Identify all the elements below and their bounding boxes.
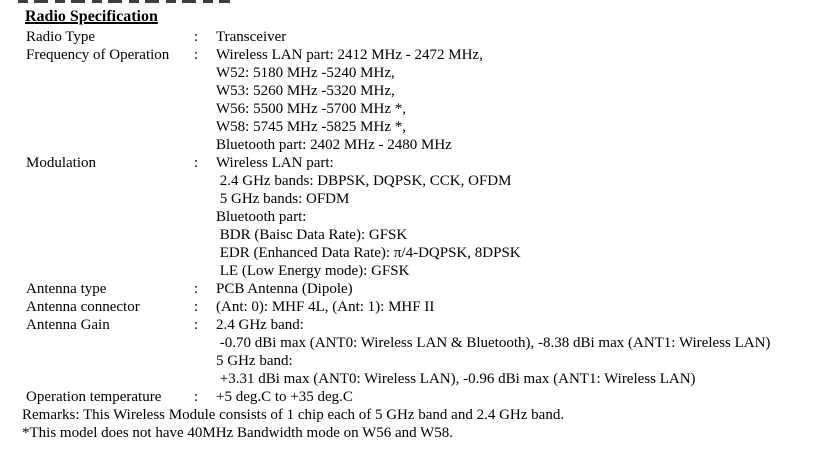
- colon-separator: :: [194, 47, 199, 63]
- spec-value-line: -0.70 dBi max (ANT0: Wireless LAN & Bluetooth), -8.38 dBi max (ANT1: Wireless LAN): [216, 335, 771, 351]
- spec-table: [22, 28, 822, 406]
- spec-value-line: LE (Low Energy mode): GFSK: [216, 263, 410, 279]
- spec-value: [216, 280, 822, 298]
- spec-row-antenna-gain: [22, 316, 822, 388]
- spec-value: [216, 316, 822, 388]
- spec-row-modulation: [22, 154, 822, 280]
- asterisk-footnote-line: *This model does not have 40MHz Bandwidth mode on W56 and W58.: [22, 425, 454, 441]
- spec-value-line: Bluetooth part:: [216, 209, 307, 225]
- remarks-line: Remarks: This Wireless Module consists of 1 chip each of 5 GHz band and 2.4 GHz band.: [22, 407, 565, 423]
- spec-value-line: 5 GHz bands: OFDM: [216, 191, 350, 207]
- spec-value-line: Wireless LAN part: 2412 MHz - 2472 MHz,: [216, 47, 483, 63]
- spec-value-line: W53: 5260 MHz -5320 MHz,: [216, 83, 395, 99]
- spec-value-line: BDR (Baisc Data Rate): GFSK: [216, 227, 408, 243]
- spec-value-line: 2.4 GHz band:: [216, 317, 304, 333]
- cutoff-text-artifact: [18, 0, 230, 3]
- spec-value: [216, 154, 822, 280]
- colon-separator: :: [194, 299, 199, 315]
- colon-separator: :: [194, 155, 199, 171]
- spec-row-antenna-connector: [22, 298, 822, 316]
- spec-label: Frequency of Operation: [26, 47, 170, 63]
- colon-separator: :: [194, 389, 199, 405]
- spec-row-operation-temperature: [22, 388, 822, 406]
- spec-label: Modulation: [26, 155, 96, 171]
- spec-row-antenna-type: [22, 280, 822, 298]
- spec-value: [216, 298, 822, 316]
- colon-separator: :: [194, 281, 199, 297]
- spec-value-line: EDR (Enhanced Data Rate): π/4-DQPSK, 8DPSK: [216, 245, 521, 261]
- spec-value-line: (Ant: 0): MHF 4L, (Ant: 1): MHF II: [216, 299, 435, 315]
- spec-value-line: +3.31 dBi max (ANT0: Wireless LAN), -0.96 dBi max (ANT1: Wireless LAN): [216, 371, 696, 387]
- spec-label: Antenna type: [26, 281, 107, 297]
- spec-label: Radio Type: [26, 29, 96, 45]
- page-title: Radio Specification: [25, 8, 158, 25]
- spec-row-frequency-of-operation: [22, 46, 822, 154]
- spec-value-line: W52: 5180 MHz -5240 MHz,: [216, 65, 395, 81]
- spec-value-line: PCB Antenna (Dipole): [216, 281, 353, 297]
- spec-label: Antenna Gain: [26, 317, 110, 333]
- spec-value-line: W56: 5500 MHz -5700 MHz *,: [216, 101, 406, 117]
- colon-separator: :: [194, 29, 199, 45]
- spec-value: [216, 46, 822, 154]
- spec-value-line: Wireless LAN part:: [216, 155, 334, 171]
- spec-value-line: W58: 5745 MHz -5825 MHz *,: [216, 119, 406, 135]
- spec-value-line: 2.4 GHz bands: DBPSK, DQPSK, CCK, OFDM: [216, 173, 512, 189]
- spec-value-line: +5 deg.C to +35 deg.C: [216, 389, 353, 405]
- spec-value-line: 5 GHz band:: [216, 353, 293, 369]
- footnotes: [22, 406, 824, 442]
- spec-label: Antenna connector: [26, 299, 140, 315]
- spec-row-radio-type: [22, 28, 822, 46]
- colon-separator: :: [194, 317, 199, 333]
- spec-value-line: Transceiver: [216, 29, 287, 45]
- spec-value: [216, 388, 822, 406]
- spec-value-line: Bluetooth part: 2402 MHz - 2480 MHz: [216, 137, 452, 153]
- spec-value: [216, 28, 822, 46]
- spec-label: Operation temperature: [26, 389, 162, 405]
